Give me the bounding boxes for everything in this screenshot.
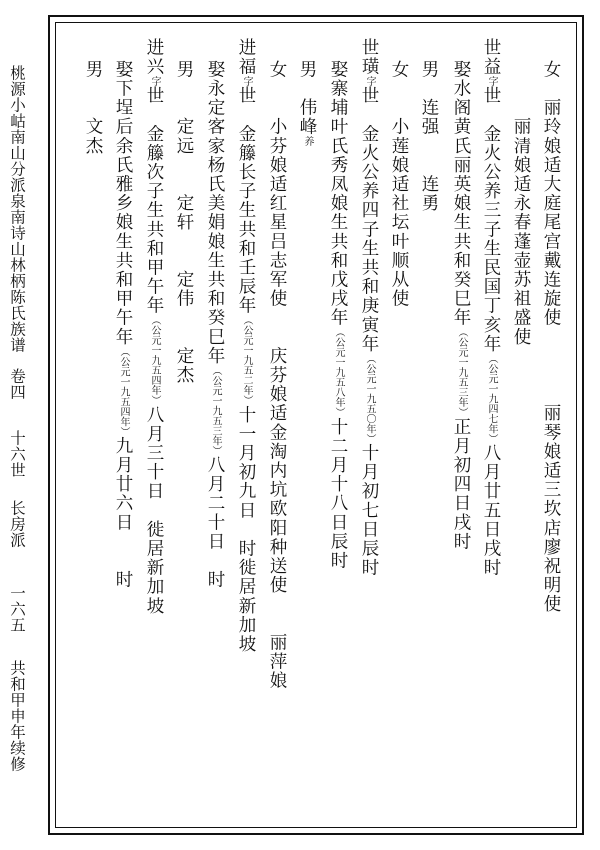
small-note: （公元一九五四年） [118,346,129,437]
small-note: （公元一九五三年） [456,327,467,418]
generation-label: 十六世 [8,430,26,478]
genealogy-column [510,60,532,347]
small-note: 字 [486,76,497,87]
column-text: 丽清娘适永春蓬壶苏祖盛使 [511,60,531,347]
column-text: 世 金籐长子生共和壬辰年 [236,86,256,316]
column-text: 娶下埕后余氏雅乡娘生共和甲午年 [113,60,133,347]
column-text: 十月初七日辰时 [359,443,379,578]
column-text: 女 小芬娘适红星吕志军使 庆芬娘适金淘内坑欧阳种送使 丽萍娘 [267,60,287,691]
person-name: 进福 [236,38,256,77]
genealogy-column [235,38,257,654]
small-note: （公元一九四七年） [486,353,497,444]
column-text: 男 文杰 [83,60,103,156]
small-note: 字 [364,76,375,87]
column-text: 世 金火公养四子生共和庚寅年 [359,86,379,354]
genealogy-column [358,38,380,577]
column-text: 九月廿六日 时 [113,436,133,590]
genealogy-column [266,60,288,690]
genealogy-column [296,60,318,146]
column-text: 十二月十八日辰时 [328,417,348,571]
column-text: 八月二十日 时 [205,455,225,590]
small-note: （公元一九五〇年） [364,353,375,444]
column-text: 男 伟峰 [297,60,317,137]
column-text: 正月初四日戌时 [451,417,471,552]
genealogy-column [173,60,195,385]
column-text: 娶寨埔叶氏秀凤娘生共和戊戌年 [328,60,348,328]
genealogy-column [540,60,562,614]
column-text: 世 金籐次子生共和甲午年 [144,86,164,316]
column-text: 世 金火公养三子生民国丁亥年 [481,86,501,354]
small-note: （公元一九五二年） [241,315,252,406]
column-text: 娶水阁黄氏丽英娘生共和癸巳年 [451,60,471,328]
genealogy-column [480,38,502,577]
genealogy-column [388,60,410,308]
small-note: （公元一九五三年） [210,365,221,456]
small-note: 字 [241,76,252,87]
column-text: 八月廿五日戌时 [481,443,501,578]
volume-label: 卷四 [8,368,26,400]
branch-label: 长房派 [8,500,26,548]
genealogy-column [204,60,226,589]
genealogy-column [450,60,472,551]
column-text: 男 定远 定轩 定伟 定杰 [174,60,194,385]
person-name: 世益 [481,38,501,77]
genealogy-column [82,60,104,156]
edition-label: 共和甲申年续修 [8,660,26,772]
small-note: 字 [149,76,160,87]
column-text: 女 小莲娘适社坛叶顺从使 [389,60,409,309]
page-number: 一六五 [8,585,26,633]
column-text: 男 连强 连勇 [419,60,439,213]
small-note: 养 [302,136,313,147]
small-note: （公元一九五八年） [333,327,344,418]
book-title: 桃源小岵南山分派泉南诗山林柄陈氏族谱 [8,65,26,353]
person-name: 世璜 [359,38,379,77]
column-text: 娶永定客家杨氏美娟娘生共和癸巳年 [205,60,225,366]
genealogy-column [112,60,134,589]
genealogy-column [327,60,349,570]
column-text: 八月三十日 徙居新加坡 [144,405,164,616]
column-text: 女 丽玲娘适大庭尾宫戴连旋使 丽琴娘适三坎店廖祝明使 [541,60,561,614]
small-note: （公元一九五四年） [149,315,160,406]
person-name: 进兴 [144,38,164,77]
genealogy-column [143,38,165,616]
column-text: 十一月初九日 时徙居新加坡 [236,405,256,654]
genealogy-column [418,60,440,213]
